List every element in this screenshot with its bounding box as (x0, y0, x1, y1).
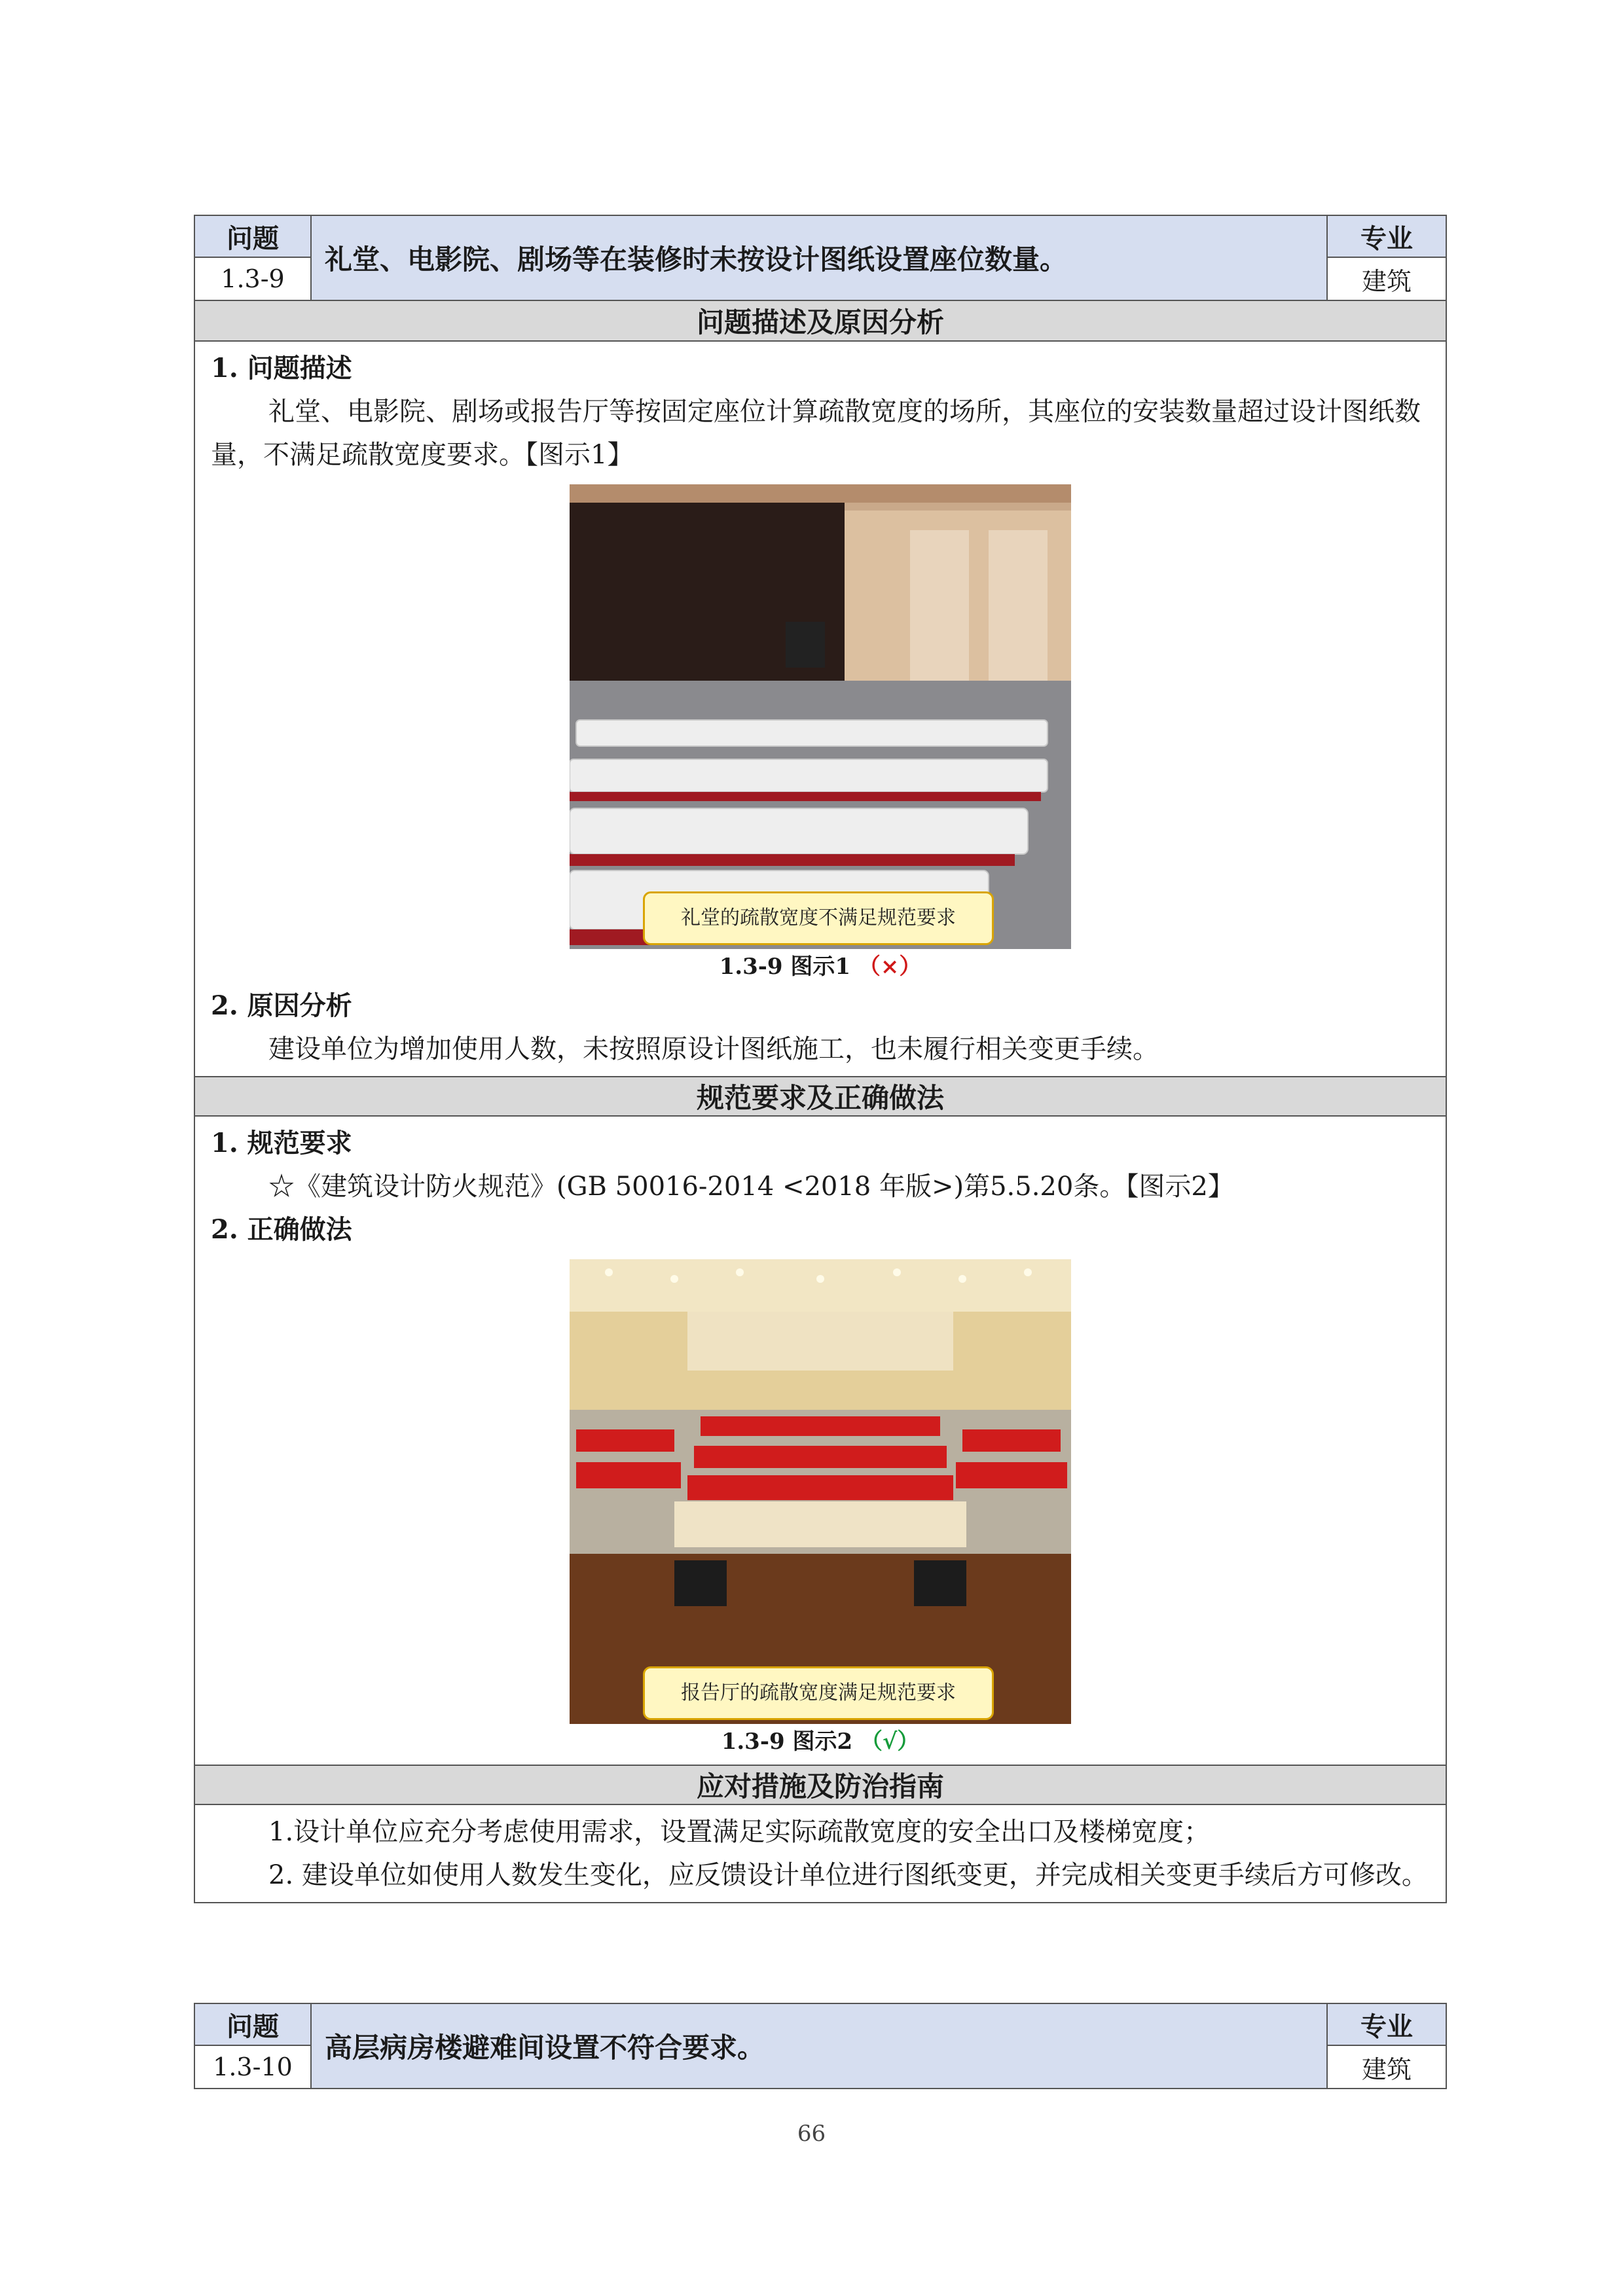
major-cell (1326, 216, 1446, 300)
issue-title: 礼堂、电影院、剧场等在装修时未按设计图纸设置座位数量。 (312, 216, 1326, 300)
figure-1-label: 1.3-9 图示1 (719, 954, 851, 980)
auditorium-photo-illustration (570, 484, 1071, 949)
issue-header (195, 216, 1446, 301)
requirements-section (195, 1117, 1446, 1765)
issue-header-2 (195, 2004, 1446, 2088)
issue-label: 问题 (195, 216, 310, 258)
major-cell-2 (1326, 2004, 1446, 2088)
measure-1: 1.设计单位应充分考虑使用需求，设置满足实际疏散宽度的安全出口及楼梯宽度； (268, 1817, 1211, 1847)
photo-2-caption: 报告厅的疏散宽度满足规范要求 (643, 1666, 994, 1720)
lecture-hall-photo-illustration (570, 1259, 1071, 1724)
issue-number: 1.3-9 (195, 258, 310, 300)
figure-2-label: 1.3-9 图示2 (721, 1729, 853, 1755)
figure-1-mark: （×） (858, 954, 922, 980)
issue-label-2: 问题 (195, 2004, 310, 2046)
page-number: 66 (797, 2121, 826, 2147)
measure-2: 2. 建设单位如使用人数发生变化，应反馈设计单位进行图纸变更，并完成相关变更手续后方可修改。 (268, 1860, 1428, 1890)
section-header-requirements: 规范要求及正确做法 (195, 1076, 1446, 1117)
cause-text: 建设单位为增加使用人数，未按照原设计图纸施工，也未履行相关变更手续。 (268, 1034, 1159, 1064)
standard-heading: 1. 规范要求 (211, 1128, 352, 1158)
major-label-2: 专业 (1328, 2004, 1446, 2046)
figure-2-caption (211, 1724, 1430, 1759)
issue-id-cell (195, 216, 312, 300)
standard-text: ☆《建筑设计防火规范》(GB 50016-2014 <2018 年版>)第5.5.20条。【图示2】 (268, 1172, 1234, 1202)
figure-1-caption (211, 949, 1430, 984)
problem-text: 礼堂、电影院、剧场或报告厅等按固定座位计算疏散宽度的场所，其座位的安装数量超过设计图纸数量，不满足疏散宽度要求。【图示1】 (211, 397, 1421, 470)
photo-1-auditorium (570, 484, 1071, 949)
cause-heading: 2. 原因分析 (211, 990, 352, 1021)
issue-table-1-3-9 (194, 215, 1447, 1903)
practice-heading: 2. 正确做法 (211, 1214, 352, 1245)
major-value-2: 建筑 (1328, 2046, 1446, 2088)
issue-id-cell-2 (195, 2004, 312, 2088)
major-label: 专业 (1328, 216, 1446, 258)
description-section (195, 342, 1446, 1076)
major-value: 建筑 (1328, 258, 1446, 300)
measures-section (195, 1805, 1446, 1902)
issue-table-1-3-10 (194, 2003, 1447, 2089)
photo-1-caption: 礼堂的疏散宽度不满足规范要求 (643, 891, 994, 945)
section-header-measures: 应对措施及防治指南 (195, 1765, 1446, 1805)
figure-2-mark: （√） (860, 1729, 920, 1755)
issue-number-2: 1.3-10 (195, 2046, 310, 2088)
issue-title-2: 高层病房楼避难间设置不符合要求。 (312, 2004, 1326, 2088)
section-header-description: 问题描述及原因分析 (195, 301, 1446, 342)
photo-2-lecture-hall (570, 1259, 1071, 1724)
problem-heading: 1. 问题描述 (211, 353, 352, 384)
